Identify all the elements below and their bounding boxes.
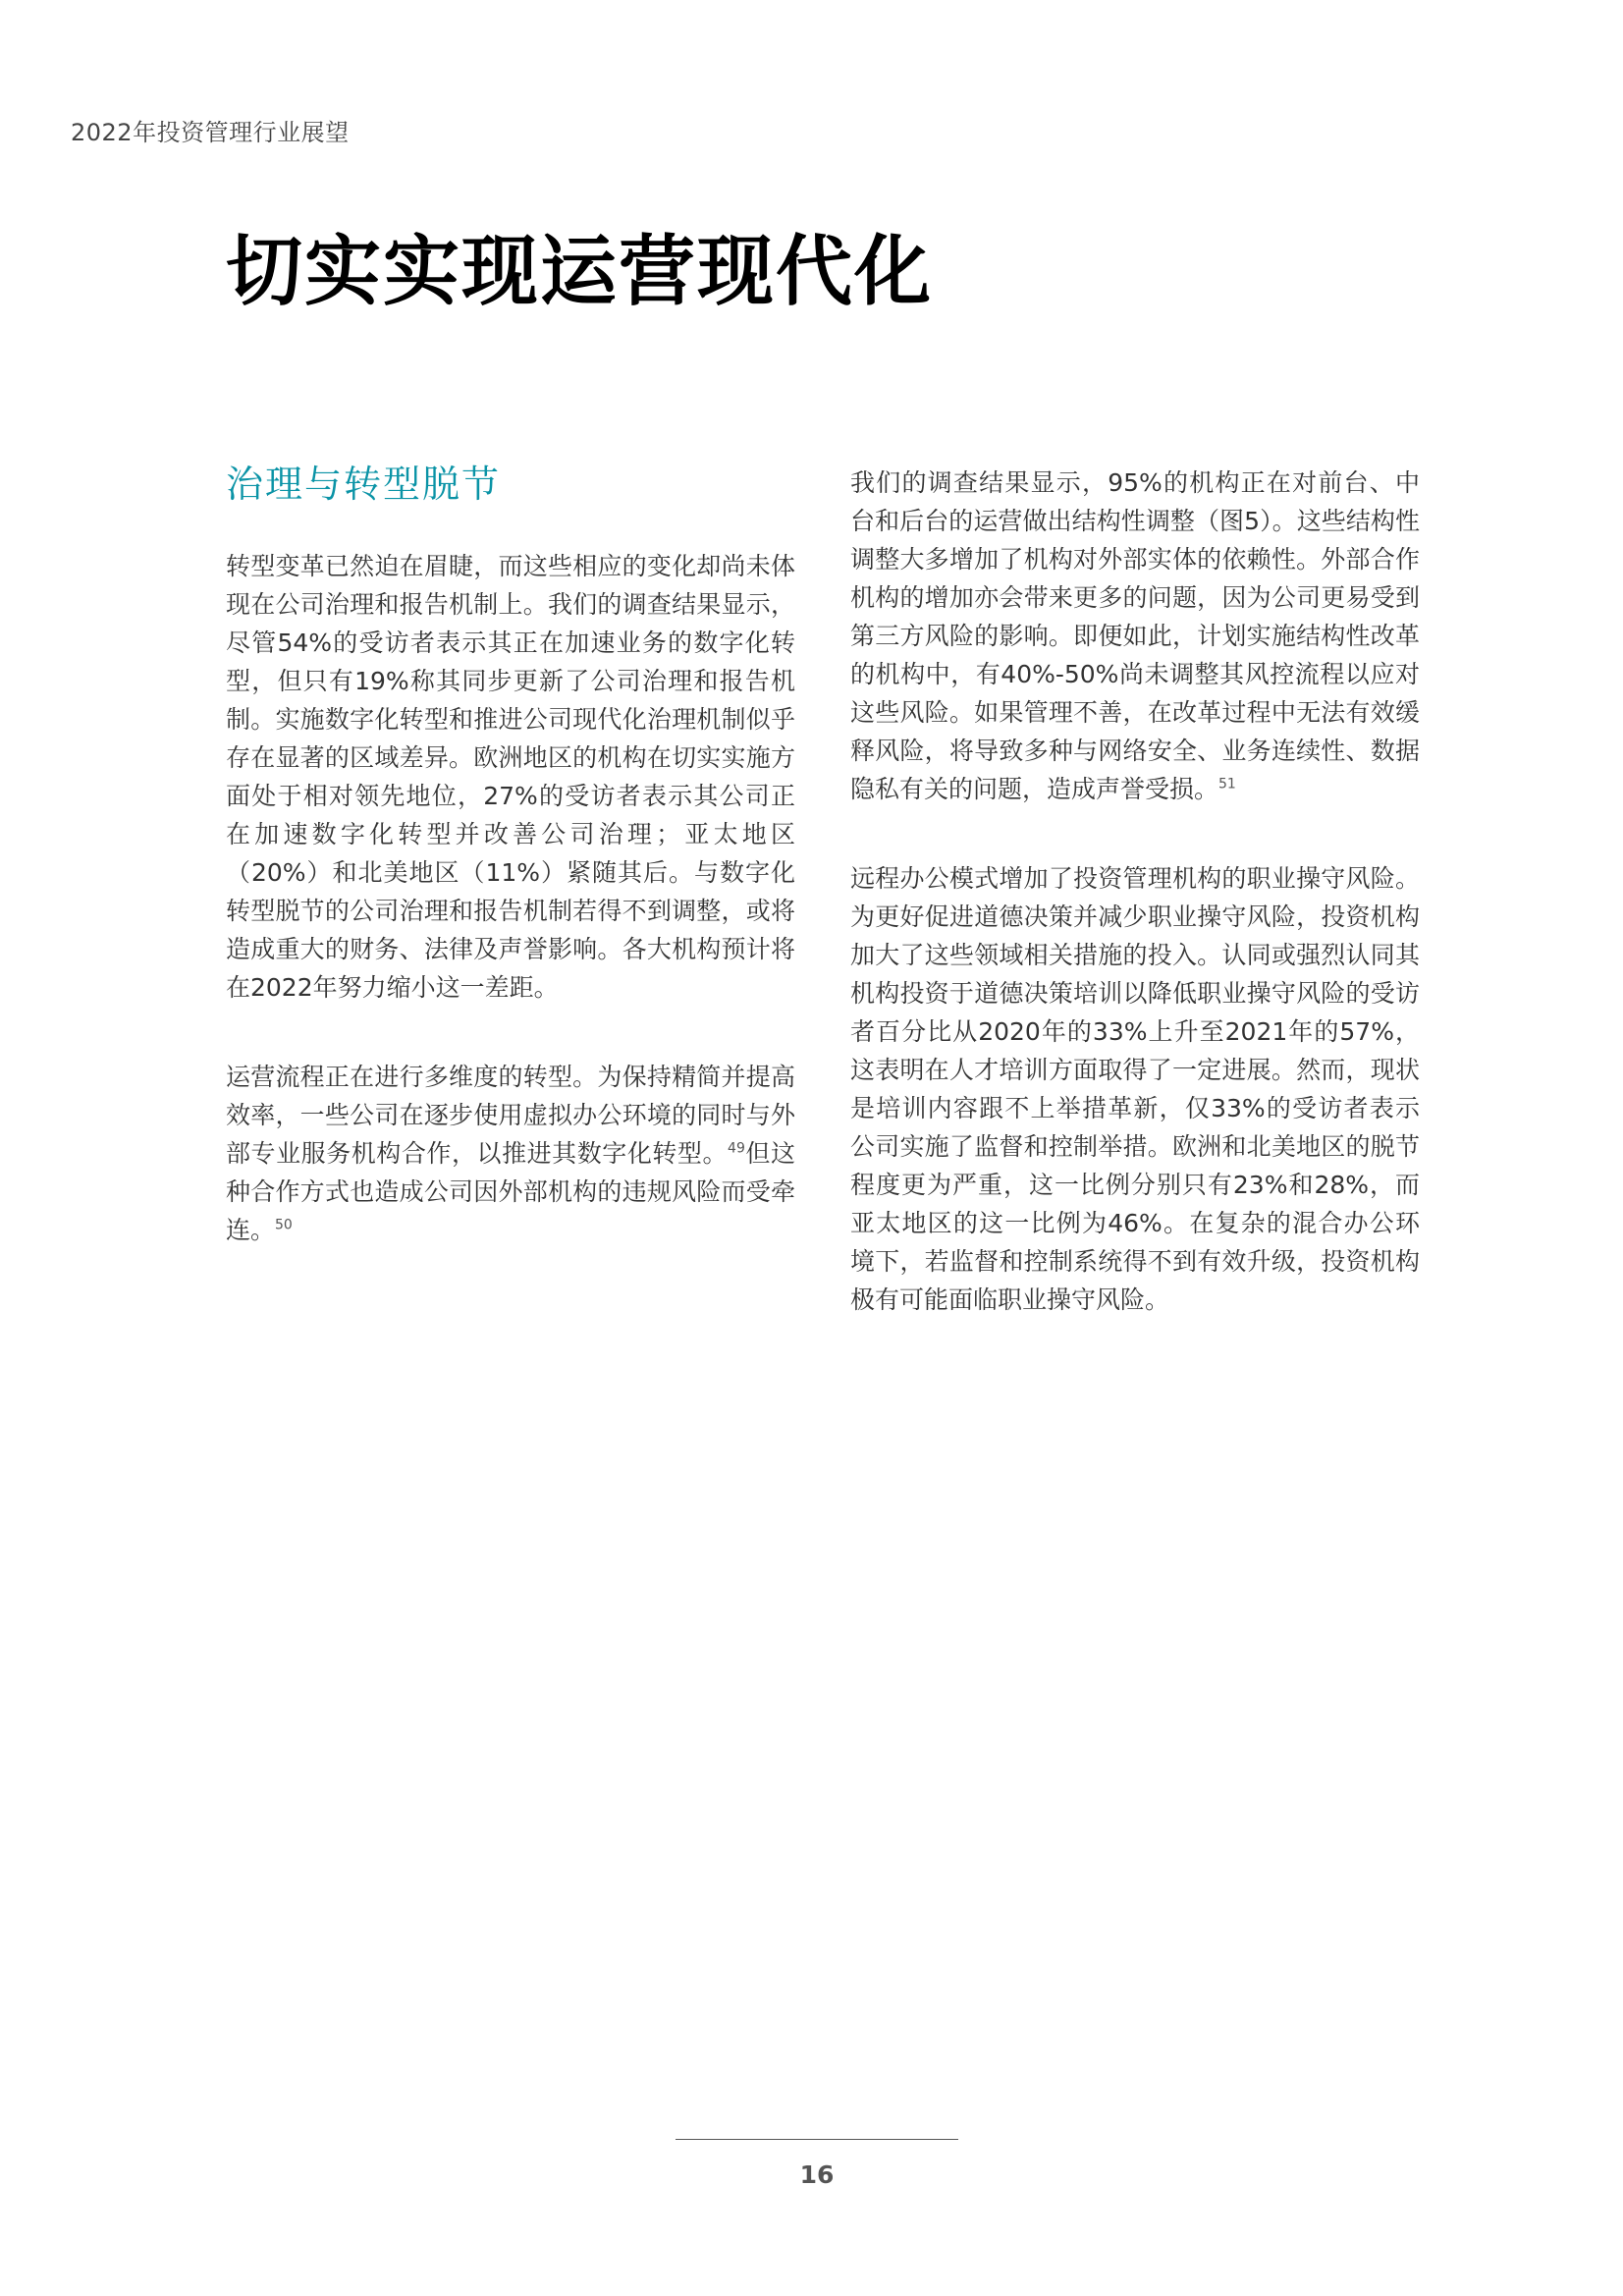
paragraph-operations-transformation: [226, 1058, 795, 1249]
running-header: 2022年投资管理行业展望: [71, 119, 350, 146]
footnote-ref-51: 51: [1218, 776, 1236, 793]
section-heading: 治理与转型脱节: [226, 463, 502, 506]
paragraph-text: 运营流程正在进行多维度的转型。为保持精简并提高效率，一些公司在逐步使用虚拟办公环境的同时与外部专业服务机构合作，以推进其数字化转型。: [226, 1063, 795, 1168]
footer-divider: [676, 2139, 958, 2140]
right-column: [850, 464, 1420, 1370]
footnote-ref-49: 49: [728, 1140, 745, 1157]
paragraph-governance-gap: 转型变革已然迫在眉睫，而这些相应的变化却尚未体现在公司治理和报告机制上。我们的调查结果显示，尽管54%的受访者表示其正在加速业务的数字化转型，但只有19%称其同步更新了公司治理和报告机制。实施数字化转型和推进公司现代化治理机制似乎存在显著的区域差异。欧洲地区的机构在切实实施方面处于相对领先地位，27%的受访者表示其公司正在加速数字化转型并改善公司治理；亚太地区（20%）和北美地区（11%）紧随其后。与数字化转型脱节的公司治理和报告机制若得不到调整，或将造成重大的财务、法律及声誉影响。各大机构预计将在2022年努力缩小这一差距。: [226, 552, 795, 1002]
page-number: 16: [799, 2160, 835, 2189]
paragraph-structural-adjustment: [850, 464, 1420, 808]
footnote-ref-50: 50: [275, 1217, 293, 1233]
paragraph-conduct-risk: 远程办公模式增加了投资管理机构的职业操守风险。为更好促进道德决策并减少职业操守风险，投资机构加大了这些领域相关措施的投入。认同或强烈认同其机构投资于道德决策培训以降低职业操守风险的受访者百分比从2020年的33%上升至2021年的57%，这表明在人才培训方面取得了一定进展。然而，现状是培训内容跟不上举措革新，仅33%的受访者表示公司实施了监督和控制举措。欧洲和北美地区的脱节程度更为严重，这一比例分别只有23%和28%，而亚太地区的这一比例为46%。在复杂的混合办公环境下，若监督和控制系统得不到有效升级，投资机构极有可能面临职业操守风险。: [850, 864, 1420, 1314]
paragraph-text: 但这种合作方式也造成公司因外部机构的违规风险而受牵连。: [226, 1139, 795, 1244]
left-column: [226, 454, 795, 1300]
paragraph-text: 我们的调查结果显示，95%的机构正在对前台、中台和后台的运营做出结构性调整（图5）。这些结构性调整大多增加了机构对外部实体的依赖性。外部合作机构的增加亦会带来更多的问题，因为公司更易受到第三方风险的影响。即便如此，计划实施结构性改革的机构中，有40%-50%尚未调整其风控流程以应对这些风险。如果管理不善，在改革过程中无法有效缓释风险，将导致多种与网络安全、业务连续性、数据隐私有关的问题，造成声誉受损。: [850, 468, 1420, 803]
page-title: 切实实现运营现代化: [226, 228, 934, 316]
